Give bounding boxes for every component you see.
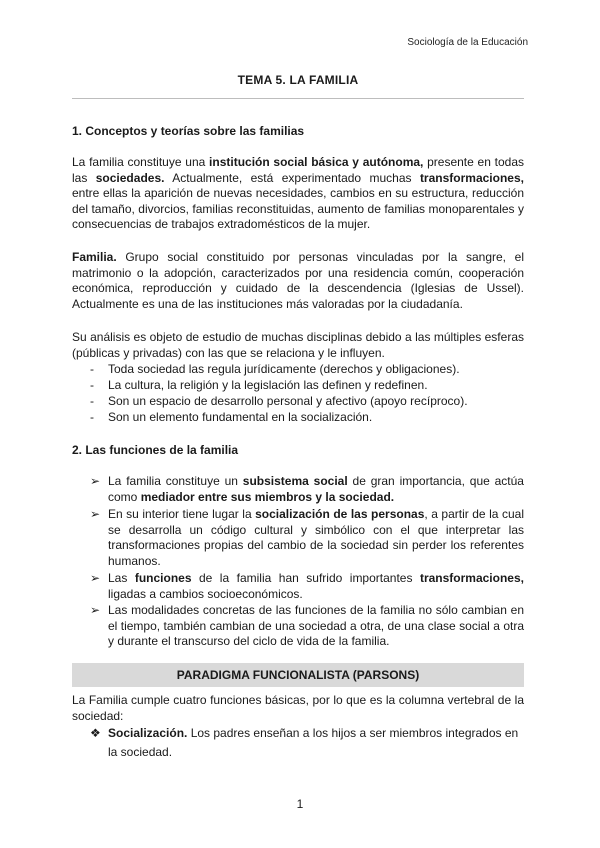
arrow-bullet-icon: ➢ — [90, 507, 101, 521]
paragraph-paradigma-intro: La Familia cumple cuatro funciones básicas, por lo que es la columna vertebral de la sociedad: — [72, 693, 524, 723]
diamond-bullet-icon: ❖ — [90, 726, 101, 740]
arrow-item-modalidades: ➢ Las modalidades concretas de las funciones de la familia no sólo cambian en el tiempo, también cambian de una sociedad a otra, de una clase social a otra y durante el transcurso del ciclo de vida de la familia. — [90, 603, 524, 649]
diamond-item-socializacion: ❖ Socialización. Los padres enseñan a los hijos a ser miembros integrados en la sociedad. — [90, 726, 519, 759]
section-2-heading: 2. Las funciones de la familia — [72, 443, 239, 457]
running-header: Sociología de la Educación — [407, 37, 528, 48]
section-1-heading: 1. Conceptos y teorías sobre las familias — [72, 124, 305, 138]
page-number: 1 — [296, 797, 304, 811]
arrow-bullet-icon: ➢ — [90, 571, 101, 585]
arrow-bullet-icon: ➢ — [90, 474, 101, 488]
page-title: TEMA 5. LA FAMILIA — [237, 73, 359, 87]
paragraph-definicion-familia: Familia. Grupo social constituido por personas vinculadas por la sangre, el matrimonio o la adopción, caracterizados por una residencia común, cooperación económica, reproducción y cuidado de la descendencia (Iglesias de Ussel). Actualmente es una de las instituciones más valoradas por la ciudadanía. — [72, 250, 524, 311]
paragraph-institucion: La familia constituye una institución social básica y autónoma, presente en todas las sociedades. Actualmente, está experimentado muchas transformaciones, entre ellas la aparición de nuevas necesidades, cambios en su estructura, reducción del tamaño, divorcios, familias reconstituidas, aumento de familias monoparentales y consecuencias de trabajos extradomésticos de la mujer. — [72, 155, 524, 232]
title-divider — [72, 98, 524, 99]
arrow-bullet-icon: ➢ — [90, 603, 101, 617]
arrow-item-socializacion: ➢ En su interior tiene lugar la socialización de las personas, a partir de la cual se desarrolla un código cultural y simbólico con el que interpretar las transformaciones propias del cambio de la sociedad sin perder los referentes humanos. — [90, 507, 524, 568]
paradigm-banner: PARADIGMA FUNCIONALISTA (PARSONS) — [72, 663, 524, 687]
paragraph-analisis: Su análisis es objeto de estudio de muchas disciplinas debido a las múltiples esferas (públicas y privadas) con las que se relaciona y le influyen. — [72, 330, 524, 360]
arrow-item-subsistema: ➢ La familia constituye un subsistema social de gran importancia, que actúa como mediador entre sus miembros y la sociedad. — [90, 474, 524, 504]
arrow-item-funciones: ➢ Las funciones de la familia han sufrido importantes transformaciones, ligadas a cambios socioeconómicos. — [90, 571, 524, 601]
